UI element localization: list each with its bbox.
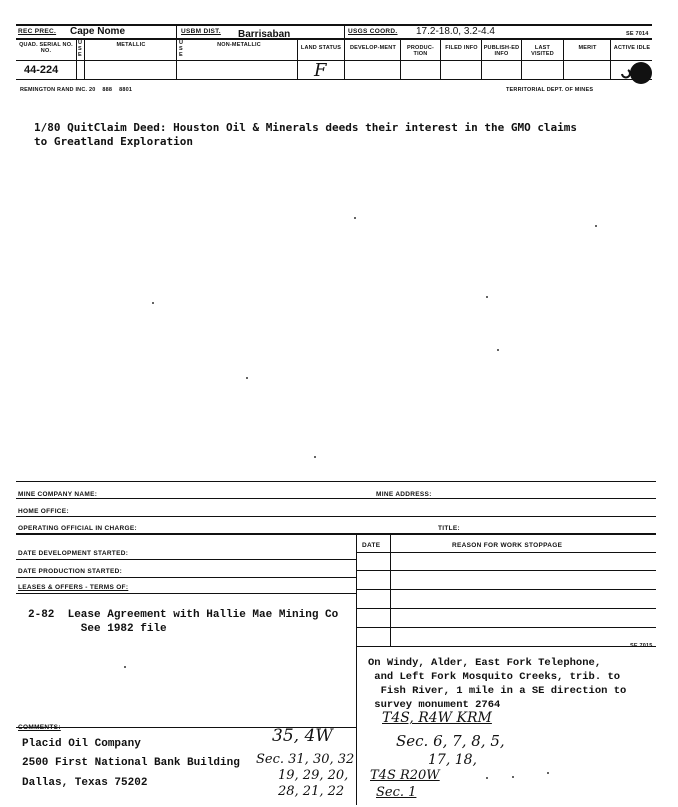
- date-development-label: DATE DEVELOPMENT STARTED:: [18, 550, 129, 557]
- usgs-coord-label: USGS COORD.: [348, 28, 398, 35]
- quad-serial-value: 44-224: [24, 64, 59, 76]
- col-quad-serial: QUAD. SERIAL NO. NO.: [19, 42, 73, 54]
- form-number-bottom: SE 7015: [630, 643, 653, 649]
- active-status-dot: [618, 60, 654, 86]
- col-production: PRODUC-TION: [406, 45, 435, 57]
- col-filed-info: FILED INFO: [445, 45, 478, 51]
- col-metallic: METALLIC: [116, 42, 146, 48]
- form-number-top: SE 7014: [626, 31, 649, 37]
- stoppage-date-header: DATE: [362, 542, 381, 549]
- col-merit: MERIT: [578, 45, 597, 51]
- rec-prec-value: Cape Nome: [70, 26, 126, 37]
- comment-line-3: Dallas, Texas 75202: [22, 777, 148, 789]
- col-last-visited: LAST VISITED: [531, 45, 554, 57]
- rec-prec-label: REC PREC.: [18, 28, 57, 35]
- operating-official-label: OPERATING OFFICIAL IN CHARGE:: [18, 525, 137, 532]
- comments-label: COMMENTS:: [18, 724, 61, 731]
- title-label: TITLE:: [438, 525, 461, 532]
- col-development: DEVELOP-MENT: [349, 45, 397, 51]
- usbm-dist-label: USBM DIST.: [181, 28, 221, 35]
- usbm-dist-value: Barrisaban: [238, 29, 291, 40]
- col-non-metallic: NON-METALLIC: [217, 42, 261, 48]
- handwritten-sections-2b: 17, 18,: [428, 752, 477, 768]
- col-land-status: LAND STATUS: [300, 45, 342, 51]
- home-office-label: HOME OFFICE:: [18, 508, 69, 515]
- quitclaim-note: 1/80 QuitClaim Deed: Houston Oil & Minerals deeds their interest in the GMO claims to Greatland Exploration: [34, 121, 578, 148]
- comment-line-1: Placid Oil Company: [22, 738, 141, 750]
- comment-line-2: 2500 First National Bank Building: [22, 757, 240, 769]
- usgs-coord-value: 17.2-18.0, 3.2-4.4: [416, 26, 495, 37]
- handwritten-sections-1c: 28, 21, 22: [278, 784, 345, 799]
- col-published-info: PUBLISH-ED INFO: [483, 45, 520, 57]
- handwritten-sections-2a: Sec. 6, 7, 8, 5,: [396, 732, 505, 750]
- stoppage-reason-header: REASON FOR WORK STOPPAGE: [452, 542, 563, 549]
- mine-company-name-label: MINE COMPANY NAME:: [18, 491, 98, 498]
- handwritten-township-3: T4S R20W: [370, 768, 440, 783]
- location-note: On Windy, Alder, East Fork Telephone, and Left Fork Mosquito Creeks, trib. to Fish River, 1 mile in a SE direction to survey monument 2764: [368, 657, 627, 711]
- date-production-label: DATE PRODUCTION STARTED:: [18, 568, 123, 575]
- handwritten-township-1: 35, 4W: [272, 726, 333, 746]
- lease-note: 2-82 Lease Agreement with Hallie Mae Mining Co See 1982 file: [28, 609, 339, 635]
- leases-offers-label: LEASES & OFFERS - TERMS OF:: [18, 584, 129, 591]
- footer-right: TERRITORIAL DEPT. OF MINES: [506, 87, 594, 93]
- col-use-1: U S E: [78, 40, 83, 58]
- handwritten-sections-3: Sec. 1: [376, 785, 417, 800]
- handwritten-sections-1b: 19, 29, 20,: [278, 768, 349, 783]
- mine-address-label: MINE ADDRESS:: [376, 491, 432, 498]
- col-active-idle: ACTIVE IDLE: [613, 45, 651, 51]
- land-status-value: F: [314, 60, 327, 81]
- handwritten-township-2: T4S, R4W KRM: [382, 710, 492, 726]
- handwritten-sections-1a: Sec. 31, 30, 32: [256, 752, 355, 767]
- col-use-2: U S E: [179, 40, 184, 58]
- footer-left: REMINGTON RAND INC. 20 888 8801: [20, 87, 133, 93]
